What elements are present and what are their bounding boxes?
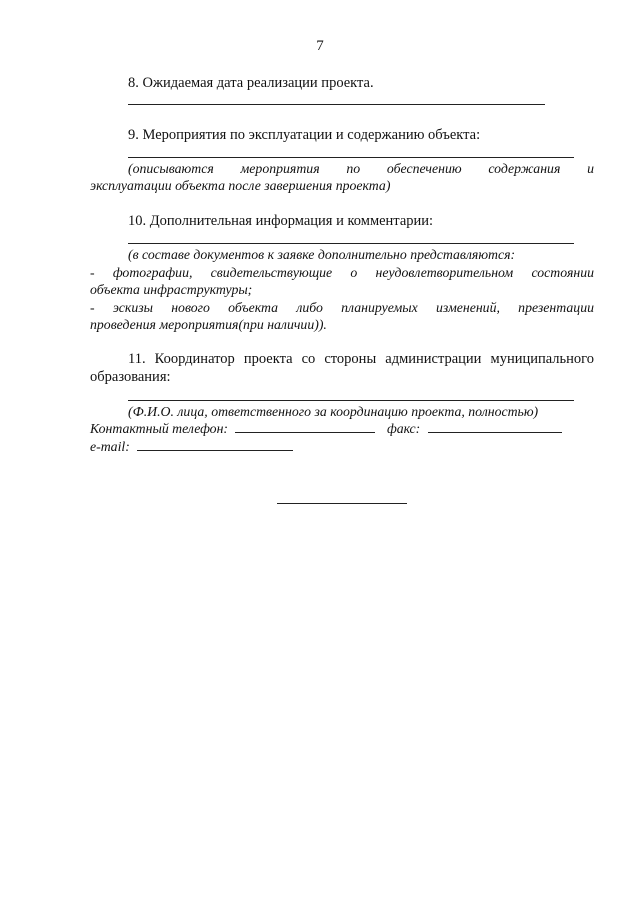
section-10-note-line-3: объекта инфраструктуры;: [90, 282, 253, 297]
fax-label: факс:: [386, 421, 421, 436]
phone-blank: [235, 420, 375, 433]
email-blank: [137, 438, 293, 451]
email-row: [90, 438, 293, 456]
section-10-note-line-2: - фотографии, свидетельствующие о неудовлетворительном состоянии: [90, 265, 594, 280]
email-label: e-mail:: [90, 439, 130, 454]
section-10-note-line-5: проведения мероприятия(при наличии)).: [90, 317, 327, 332]
section-11-heading-line-2: образования:: [90, 369, 171, 385]
section-8-answer-line: [128, 104, 545, 105]
section-10-heading: 10. Дополнительная информация и комментарии:: [128, 213, 434, 229]
section-9-note-line-2: эксплуатации объекта после завершения проекта): [90, 178, 391, 193]
fax-blank: [428, 420, 562, 433]
section-9-note-line-1: (описываются мероприятия по обеспечению содержания и: [128, 161, 594, 176]
section-9-heading: 9. Мероприятия по эксплуатации и содержанию объекта:: [128, 127, 481, 143]
section-10-note-line-1: (в составе документов к заявке дополнительно представляются:: [128, 247, 516, 262]
section-11-note: (Ф.И.О. лица, ответственного за координацию проекта, полностью): [128, 404, 539, 419]
section-9-answer-line: [128, 157, 574, 158]
phone-label: Контактный телефон:: [90, 421, 229, 436]
closing-divider: [277, 503, 407, 504]
section-8-heading: 8. Ожидаемая дата реализации проекта.: [128, 75, 374, 91]
contact-row: [90, 420, 562, 438]
section-11-heading-line-1: 11. Координатор проекта со стороны администрации муниципального: [128, 351, 594, 367]
page-number: 7: [316, 38, 324, 54]
section-10-note-line-4: - эскизы нового объекта либо планируемых изменений, презентации: [90, 300, 594, 315]
coordinator-name-line: [128, 400, 574, 401]
section-10-answer-line: [128, 243, 574, 244]
